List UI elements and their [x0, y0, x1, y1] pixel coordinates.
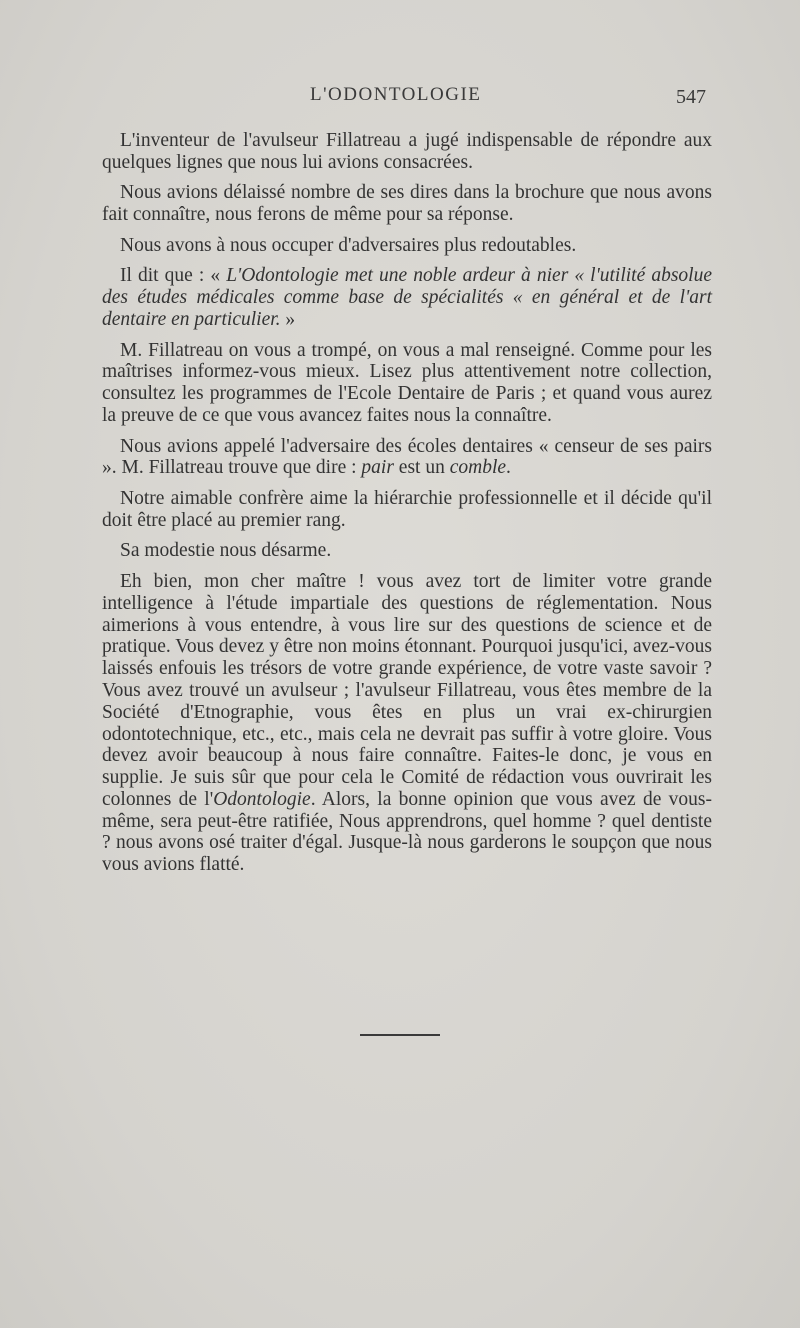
running-title: L'ODONTOLOGIE	[310, 84, 482, 105]
quote-outro: »	[280, 308, 296, 330]
paragraph-6-text: Nous avions appelé l'adversaire des écoles dentaires « censeur de ses pairs ». M. Fillatreau trouve que dire :	[102, 435, 712, 479]
page-number: 547	[676, 86, 706, 108]
paragraph-4	[102, 265, 712, 330]
paragraph-6	[102, 436, 712, 480]
quoted-claim: L'Odontologie met une noble ardeur à nier « l'utilité absolue des études médicales comme base de spécialités « en général et de l'art dentaire en particulier.	[102, 265, 712, 330]
paragraph-6-end: .	[506, 457, 511, 479]
paragraph-5: M. Fillatreau on vous a trompé, on vous a mal renseigné. Comme pour les maîtrises informez-vous mieux. Lisez plus attentivement notre collection, consultez les programmes de l'Ecole Dentaire de Paris ; et quand vous aurez la preuve de ce que vous avancez faites nous la connaître.	[102, 339, 712, 426]
quote-intro: Il dit que : «	[120, 265, 227, 287]
emphasis-comble: comble	[449, 457, 507, 479]
journal-title: Odontologie	[213, 788, 311, 810]
paragraph-1: L'inventeur de l'avulseur Fillatreau a jugé indispensable de répondre aux quelques lignes que nous lui avions consacrées.	[102, 130, 712, 173]
paragraph-9-after: . Alors, la bonne opinion que vous avez de vous-même, sera peut-être ratifiée, Nous apprendrons, quel homme ? quel dentiste ? nous avons osé traiter d'égal. Jusque-là nous garderons le soupçon que nous vous avions flatté.	[102, 788, 713, 876]
paragraph-6-mid: est un	[393, 457, 450, 479]
paragraph-8: Sa modestie nous désarme.	[120, 540, 332, 562]
page-header	[0, 84, 800, 114]
paragraph-2: Nous avions délaissé nombre de ses dires dans la brochure que nous avons fait connaître, nous ferons de même pour sa réponse.	[102, 182, 712, 226]
article-body	[102, 130, 712, 885]
end-rule	[360, 1034, 440, 1036]
paragraph-9	[102, 571, 712, 876]
paragraph-3: Nous avons à nous occuper d'adversaires plus redoutables.	[120, 234, 577, 256]
emphasis-pair: pair	[361, 457, 394, 479]
paragraph-7: Notre aimable confrère aime la hiérarchie professionnelle et il décide qu'il doit être placé au premier rang.	[102, 487, 712, 531]
paragraph-9-before: Eh bien, mon cher maître ! vous avez tort de limiter votre grande intelligence à l'étude impartiale des questions de réglementation. Nous aimerions à vous entendre, à vous lire sur des questions de science et de pratique. Vous devez y être non moins étonnant. Pourquoi jusqu'ici, avez-vous laissés enfouis les trésors de votre grande expérience, de votre vaste savoir ? Vous avez trouvé un avulseur ; l'avulseur Fillatreau, vous êtes membre de la Société d'Etnographie, vous êtes en plus un vrai ex-chirurgien odontotechnique, etc., etc., mais cela ne devrait pas suffir à votre gloire. Vous devez avoir beaucoup à nous faire connaître. Faites-le donc, je vous en supplie. Je suis sûr que pour cela le Comité de rédaction vous ouvrirait les colonnes de l'	[102, 570, 712, 810]
